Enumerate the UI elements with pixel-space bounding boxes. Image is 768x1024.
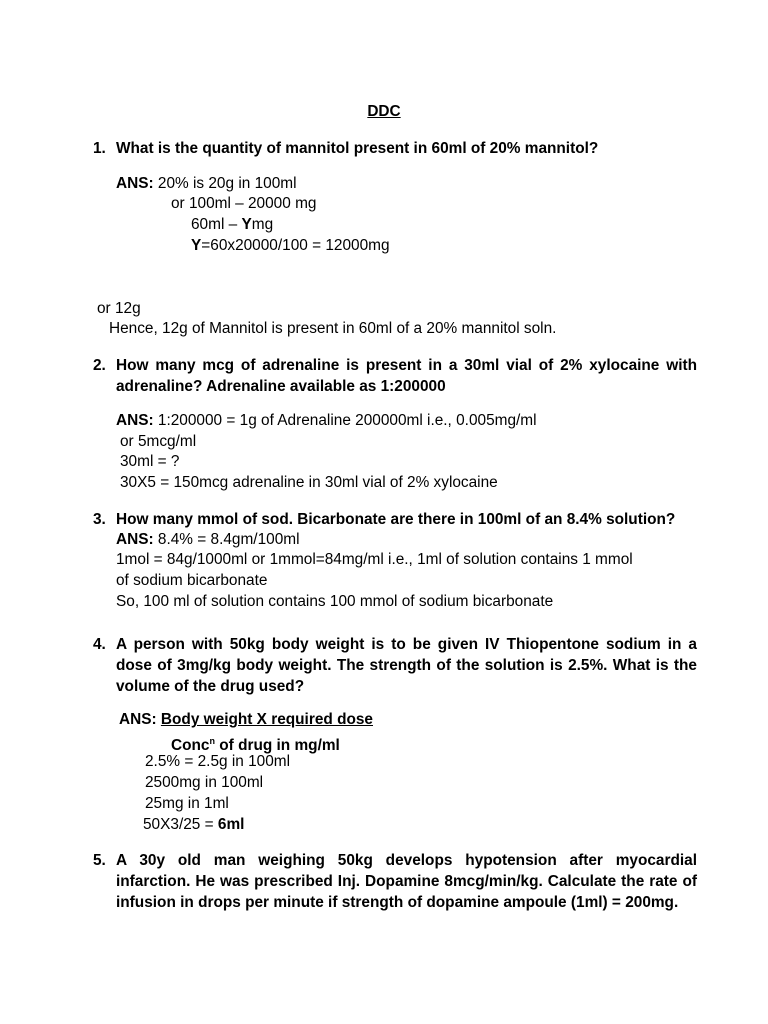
q2-ans-line-2: or 5mcg/ml: [120, 433, 197, 450]
q5-question: A 30y old man weighing 50kg develops hypotension after myocardial infarction. He was prescribed Inj. Dopamine 8mcg/min/kg. Calculate the rate of infusion in drops per minute if strength of dopamine ampoule (1ml) = 200mg.: [116, 852, 697, 911]
q3-number: 3.: [93, 511, 106, 528]
q2-ans-line-3: 30ml = ?: [120, 453, 180, 470]
q5-number: 5.: [93, 852, 106, 869]
q3-ans-line-2: 1mol = 84g/1000ml or 1mmol=84mg/ml i.e., 1ml of solution contains 1 mmol: [116, 551, 633, 568]
q4-ans-line-5a: 50X3/25 =: [143, 816, 218, 833]
q2-ans-text-1: 1:200000 = 1g of Adrenaline 200000ml i.e., 0.005mg/ml: [153, 412, 537, 429]
q4-ans-label: ANS:: [119, 711, 157, 728]
q1-ans-line-3b: Y: [241, 216, 252, 233]
q3-ans-text-1: 8.4% = 8.4gm/100ml: [153, 531, 300, 548]
q1-ans-label: ANS:: [116, 175, 154, 192]
q1-ans-line-4b: =60x20000/100 = 12000mg: [201, 237, 390, 254]
q4-question: A person with 50kg body weight is to be given IV Thiopentone sodium in a dose of 3mg/kg body weight. The strength of the solution is 2.5%. What is the volume of the drug used?: [116, 636, 697, 695]
q1-ans-text-1: 20% is 20g in 100ml: [153, 175, 297, 192]
q4-ans-line-2: 2.5% = 2.5g in 100ml: [145, 753, 291, 770]
q2-ans-label: ANS:: [116, 412, 154, 429]
q3-ans-line-3: of sodium bicarbonate: [116, 572, 268, 589]
q4-answer-result: 6ml: [217, 816, 245, 833]
q4-formula-numerator: Body weight X required dose: [160, 711, 373, 728]
q4-denom-b: of drug in mg/ml: [214, 737, 340, 755]
q1-ans-line-3a: 60ml –: [191, 216, 242, 233]
q2-ans-line-4: 30X5 = 150mcg adrenaline in 30ml vial of 2% xylocaine: [120, 474, 498, 491]
q3-question: How many mmol of sod. Bicarbonate are there in 100ml of an 8.4% solution?: [116, 511, 676, 528]
q1-number: 1.: [93, 140, 106, 157]
q4-ans-line-3: 2500mg in 100ml: [145, 774, 264, 791]
q1-ans-line-4: [191, 236, 390, 256]
q1-ans-line-3: [191, 215, 273, 235]
q3-ans-line-4: So, 100 ml of solution contains 100 mmol of sodium bicarbonate: [116, 593, 554, 610]
q4-denom-sup: n: [209, 736, 215, 746]
q2-ans-line-1: [116, 411, 537, 431]
q4-ans-line-5: [143, 815, 244, 835]
q4-ans-line-4: 25mg in 1ml: [145, 795, 229, 812]
q1-ans-line-5: or 12g: [97, 300, 141, 317]
q2-number: 2.: [93, 357, 106, 374]
q1-conclusion: Hence, 12g of Mannitol is present in 60ml of a 20% mannitol soln.: [109, 320, 557, 337]
q4-denom-a: Conc: [171, 737, 210, 755]
q4-number: 4.: [93, 636, 106, 653]
q1-question: What is the quantity of mannitol present in 60ml of 20% mannitol?: [116, 140, 599, 157]
q1-ans-line-2: or 100ml – 20000 mg: [171, 195, 317, 212]
q4-ans-line-1: [119, 710, 373, 730]
page-title: DDC: [367, 103, 401, 120]
q1-ans-line-1: [116, 174, 297, 194]
q3-ans-label: ANS:: [116, 531, 154, 548]
q1-ans-line-4a: Y: [191, 237, 202, 254]
q3-ans-line-1: [116, 530, 300, 550]
q2-question: How many mcg of adrenaline is present in a 30ml vial of 2% xylocaine with adrenaline? Adrenaline available as 1:200000: [116, 357, 697, 395]
q1-ans-line-3c: mg: [251, 216, 274, 233]
